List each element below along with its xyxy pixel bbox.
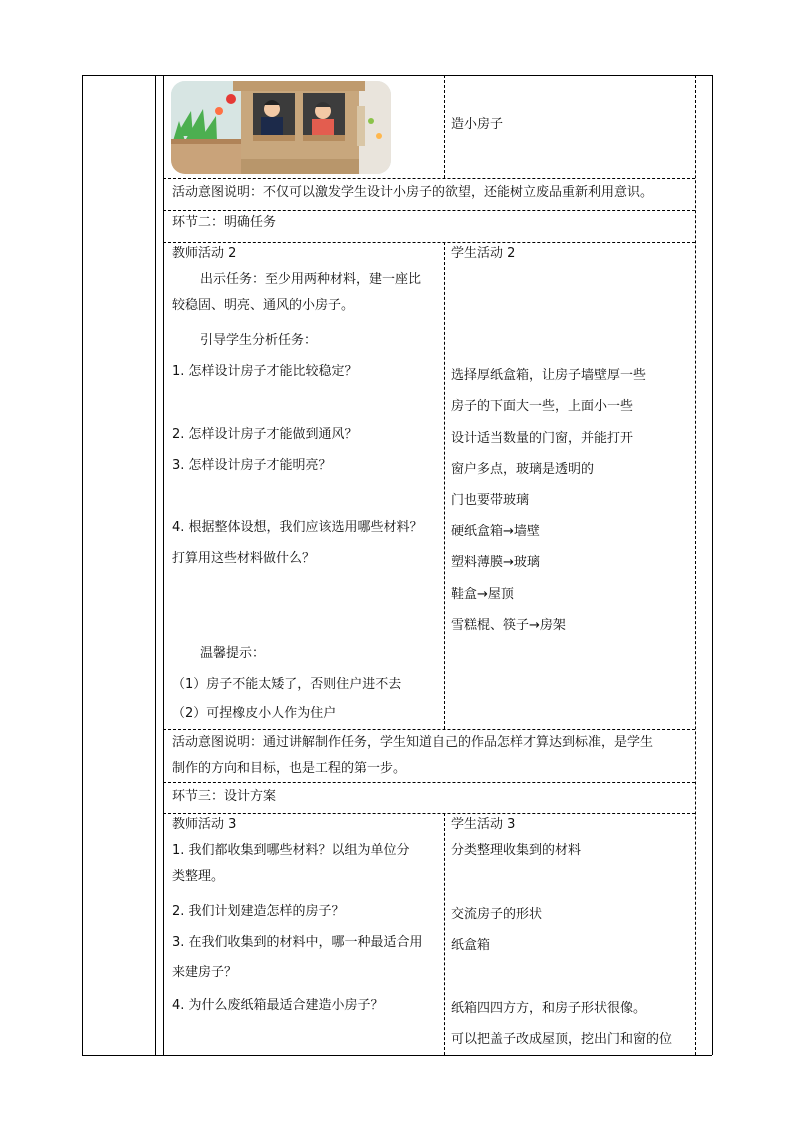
table-left-border: [82, 75, 83, 1055]
dashed-mid-divider: [444, 75, 445, 178]
teacher-activity-2-heading: 教师活动 2: [172, 246, 237, 261]
row-divider: [163, 782, 695, 783]
table-col-divider: [163, 75, 164, 1055]
classroom-photo: [171, 81, 391, 174]
intent-note-2-line-1: 活动意图说明：通过讲解制作任务，学生知道自己的作品怎样才算达到标准，是学生: [172, 735, 654, 750]
teacher-activity-3-heading: 教师活动 3: [172, 817, 237, 832]
s3-question-4: 4. 为什么废纸箱最适合建造小房子？: [172, 998, 384, 1013]
s3-question-3-line-2: 来建房子？: [172, 965, 238, 980]
student-answer: 塑料薄膜→玻璃: [451, 555, 540, 570]
task-line-2: 较稳固、明亮、通风的小房子。: [172, 298, 355, 313]
row-divider: [163, 813, 695, 814]
s3-question-2: 2. 我们计划建造怎样的房子？: [172, 904, 345, 919]
section3-title: 环节三：设计方案: [172, 789, 277, 804]
guide-text: 引导学生分析任务：: [200, 333, 318, 348]
s3-question-1-line-1: 1. 我们都收集到哪些材料？以组为单位分: [172, 843, 410, 858]
s3-answer-5: 可以把盖子改成屋顶，挖出门和窗的位: [451, 1032, 673, 1047]
student-answer: 鞋盒→屋顶: [451, 587, 514, 602]
student-answer: 硬纸盒箱→墙壁: [451, 524, 540, 539]
s3-answer-4: 纸箱四四方方，和房子形状很像。: [451, 1001, 647, 1016]
dashed-mid-divider: [444, 813, 445, 1055]
s3-answer-1: 分类整理收集到的材料: [451, 843, 582, 858]
row-divider: [163, 242, 695, 243]
student-answer: 选择厚纸盒箱，让房子墙壁厚一些: [451, 368, 647, 383]
student-answer: 窗户多点，玻璃是透明的: [451, 462, 595, 477]
student-activity-2-heading: 学生活动 2: [451, 246, 516, 261]
student-activity-3-heading: 学生活动 3: [451, 817, 516, 832]
s3-answer-2: 交流房子的形状: [451, 907, 543, 922]
task-line-1: 出示任务：至少用两种材料，建一座比: [200, 272, 422, 287]
section2-title: 环节二：明确任务: [172, 215, 277, 230]
s3-question-1-line-2: 类整理。: [172, 869, 225, 884]
question-1: 1. 怎样设计房子才能比较稳定？: [172, 364, 358, 379]
intent-note-1: 活动意图说明：不仅可以激发学生设计小房子的欲望，还能树立废品重新利用意识。: [172, 185, 654, 200]
table-top-border: [82, 75, 712, 76]
student-answer: 设计适当数量的门窗，并能打开: [451, 431, 634, 446]
question-2: 2. 怎样设计房子才能做到通风？: [172, 427, 358, 442]
dashed-right-edge: [695, 75, 696, 1055]
s3-answer-3: 纸盒箱: [451, 938, 491, 953]
student-answer: 门也要带玻璃: [451, 493, 530, 508]
tips-heading: 温馨提示：: [200, 646, 266, 661]
student-answer: 房子的下面大一些，上面小一些: [451, 399, 634, 414]
question-4-line-1: 4. 根据整体设想，我们应该选用哪些材料？: [172, 520, 423, 535]
student-answer: 雪糕棍、筷子→房架: [451, 618, 566, 633]
tip-2: （2）可捏橡皮小人作为住户: [172, 706, 337, 721]
row-divider: [163, 178, 695, 179]
row-divider: [163, 729, 695, 730]
row-divider: [163, 210, 695, 211]
question-3: 3. 怎样设计房子才能明亮？: [172, 458, 332, 473]
s3-question-3-line-1: 3. 在我们收集到的材料中，哪一种最适合用: [172, 935, 423, 950]
tip-1: （1）房子不能太矮了，否则住户进不去: [172, 677, 402, 692]
dashed-mid-divider: [444, 242, 445, 729]
table-col-divider: [155, 75, 156, 1055]
row1-caption: 造小房子: [451, 117, 504, 132]
table-bottom-border: [82, 1055, 712, 1056]
question-4-line-2: 打算用这些材料做什么？: [172, 551, 316, 566]
table-right-border: [712, 75, 713, 1055]
intent-note-2-line-2: 制作的方向和目标，也是工程的第一步。: [172, 761, 407, 776]
